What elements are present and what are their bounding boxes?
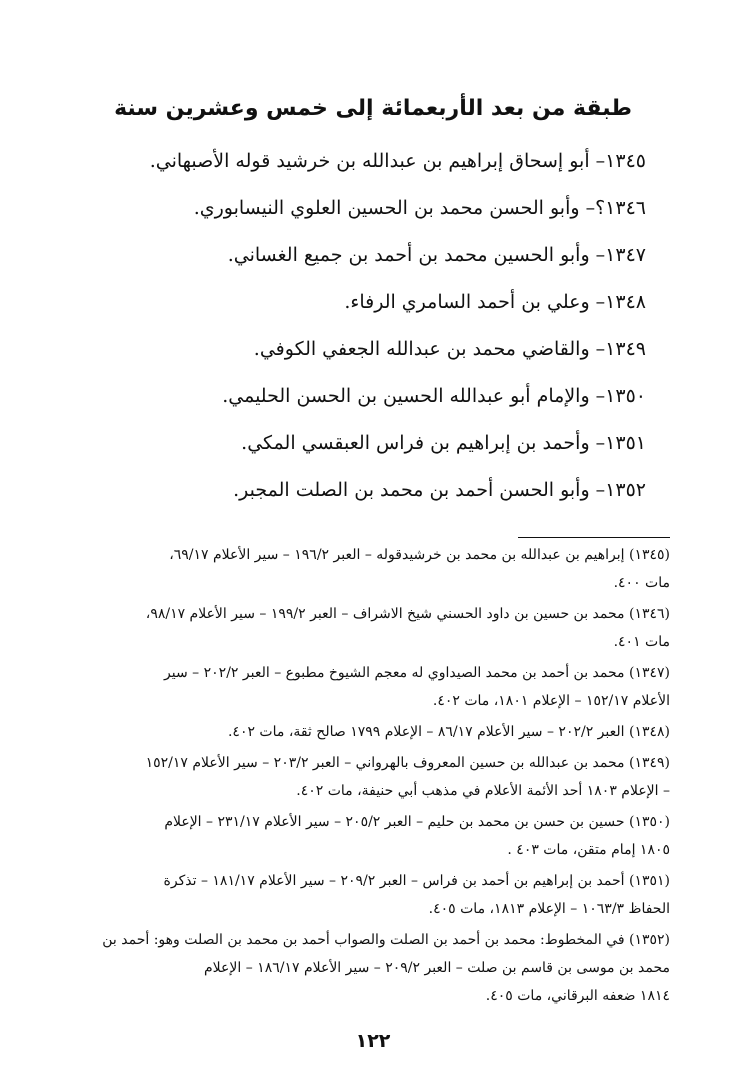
footnote-line: (١٣٤٧) محمد بن أحمد بن محمد الصيداوي له معجم الشيوخ مطبوع – العبر ٢٠٢/٢ – سير	[164, 665, 670, 681]
footnote-line: الحفاظ ١٠٦٣/٣ – الإعلام ١٨١٣، مات ٤٠٥.	[428, 901, 670, 917]
footnote-line: الأعلام ١٥٢/١٧ – الإعلام ١٨٠١، مات ٤٠٢.	[432, 693, 670, 709]
footnote	[64, 659, 670, 715]
footnote-line: ١٨١٤ ضعفه البرقاني، مات ٤٠٥.	[485, 988, 670, 1004]
footnote	[64, 541, 670, 597]
list-item: ١٣٥١– وأحمد بن إبراهيم بن فراس العبقسي المكي.	[241, 432, 646, 454]
page-number: ١٢٢	[355, 1030, 391, 1052]
footnote-divider	[518, 537, 670, 538]
footnote-line: (١٣٤٦) محمد بن حسين بن داود الحسني شيخ الاشراف – العبر ١٩٩/٢ – سير الأعلام ٩٨/١٧،	[145, 606, 670, 622]
footnote	[64, 808, 670, 864]
list-item: ١٣٤٩– والقاضي محمد بن عبدالله الجعفي الكوفي.	[253, 338, 646, 360]
list-item: ١٣٤٧– وأبو الحسين محمد بن أحمد بن جميع الغساني.	[227, 244, 646, 266]
footnote-line: محمد بن موسى بن قاسم بن صلت – العبر ٢٠٩/٢ – سير الأعلام ١٨٦/١٧ – الإعلام	[204, 960, 670, 976]
footnote-line: مات ٤٠٠.	[613, 575, 670, 591]
entry-list	[86, 141, 646, 517]
footnote	[64, 867, 670, 923]
footnote	[64, 718, 670, 746]
footnote-line: مات ٤٠١.	[613, 634, 670, 650]
footnote-line: (١٣٥٢) في المخطوط: محمد بن أحمد بن الصلت والصواب أحمد بن محمد بن الصلت وهو: أحمد بن	[102, 932, 670, 948]
footnote-line: (١٣٤٥) إبراهيم بن عبدالله بن محمد بن خرشيدقوله – العبر ١٩٦/٢ – سير الأعلام ٦٩/١٧،	[169, 547, 670, 563]
list-item: ١٣٤٦؟– وأبو الحسن محمد بن الحسين العلوي النيسابوري.	[193, 197, 646, 219]
section-heading: طبقة من بعد الأربعمائة إلى خمس وعشرين سنة	[114, 96, 632, 121]
footnote-line: (١٣٥٠) حسين بن حسن بن محمد بن حليم – العبر ٢٠٥/٢ – سير الأعلام ٢٣١/١٧ – الإعلام	[164, 814, 670, 830]
footnotes	[64, 541, 670, 1010]
footnote-line: (١٣٤٨) العبر ٢٠٢/٢ – سير الأعلام ٨٦/١٧ – الإعلام ١٧٩٩ صالح ثقة، مات ٤٠٢.	[227, 724, 670, 740]
footnote-line: – الإعلام ١٨٠٣ أحد الأئمة الأعلام في مذهب أبي حنيفة، مات ٤٠٢.	[296, 783, 670, 799]
footnote-line: (١٣٥١) أحمد بن إبراهيم بن أحمد بن فراس – العبر ٢٠٩/٢ – سير الأعلام ١٨١/١٧ – تذكرة	[163, 873, 670, 889]
footnote	[64, 926, 670, 1010]
footnote	[64, 600, 670, 656]
footnote	[64, 749, 670, 805]
footnote-line: ١٨٠٥ إمام متقن، مات ٤٠٣ .	[507, 842, 670, 858]
list-item: ١٣٤٨– وعلي بن أحمد السامري الرفاء.	[344, 291, 646, 313]
footnote-line: (١٣٤٩) محمد بن عبدالله بن حسين المعروف بالهرواني – العبر ٢٠٣/٢ – سير الأعلام ١٥٢/١٧	[145, 755, 670, 771]
list-item: ١٣٥٢– وأبو الحسن أحمد بن محمد بن الصلت المجبر.	[233, 479, 646, 501]
list-item: ١٣٥٠– والإمام أبو عبدالله الحسين بن الحسن الحليمي.	[222, 385, 646, 407]
list-item: ١٣٤٥– أبو إسحاق إبراهيم بن عبدالله بن خرشيد قوله الأصبهاني.	[149, 150, 646, 172]
